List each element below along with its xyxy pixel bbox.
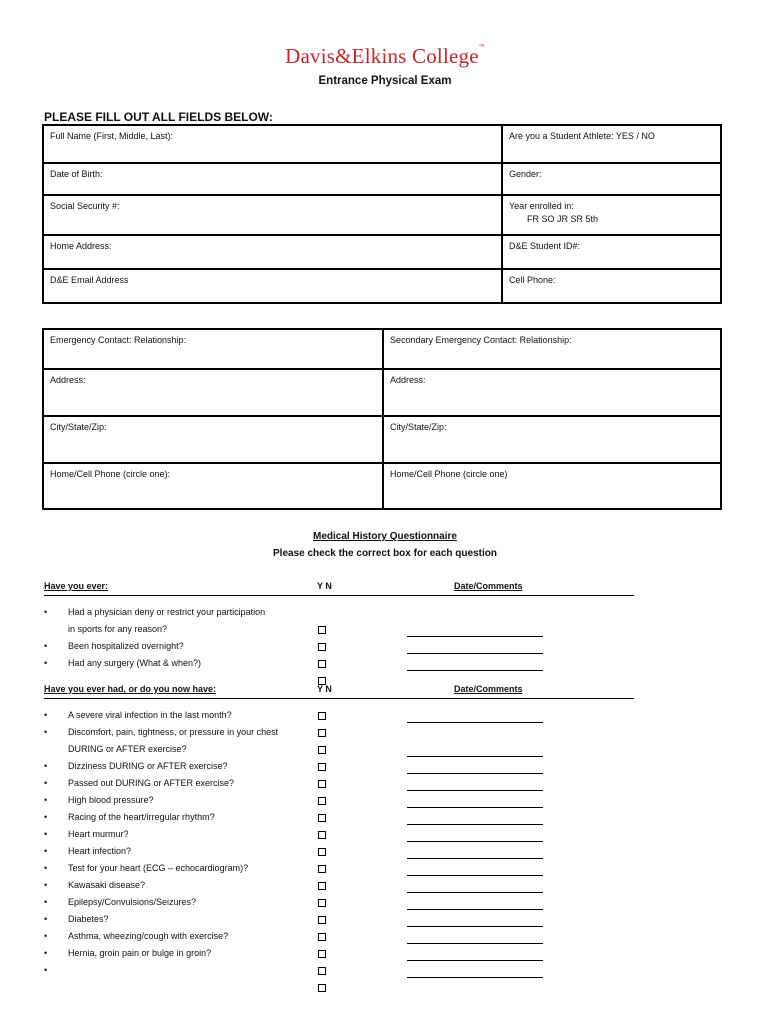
- question-row: [44, 741, 644, 758]
- yn-checkboxes: [318, 933, 337, 941]
- yn-checkboxes: [318, 746, 337, 754]
- no-checkbox[interactable]: [318, 984, 326, 992]
- student-id-field[interactable]: [502, 235, 721, 269]
- date-comments-line[interactable]: [407, 909, 543, 910]
- emergency-address-field[interactable]: [43, 369, 383, 416]
- section-2-yn-header: Y N: [317, 684, 332, 694]
- yn-checkboxes: [318, 831, 337, 839]
- bullet: •: [44, 863, 48, 873]
- bullet: •: [44, 607, 48, 617]
- section-1-list: [44, 604, 644, 672]
- emergency-city-field[interactable]: [43, 416, 383, 463]
- bullet: •: [44, 829, 48, 839]
- home-address-label: Home Address:: [50, 241, 112, 251]
- date-comments-line[interactable]: [407, 960, 543, 961]
- yn-checkboxes: [318, 882, 337, 890]
- emergency-contact-table: [42, 328, 722, 510]
- secondary-city-field[interactable]: [383, 416, 721, 463]
- dob-label: Date of Birth:: [50, 169, 103, 179]
- fill-instruction: PLEASE FILL OUT ALL FIELDS BELOW:: [44, 110, 273, 124]
- bullet: •: [44, 761, 48, 771]
- question-row: [44, 945, 644, 962]
- cell-phone-field[interactable]: [502, 269, 721, 303]
- bullet: •: [44, 846, 48, 856]
- year-enrolled-options[interactable]: FR SO JR SR 5th: [527, 214, 599, 224]
- bullet: •: [44, 914, 48, 924]
- question-row: [44, 877, 644, 894]
- question-text: Racing of the heart/irregular rhythm?: [68, 812, 215, 822]
- section-2-heading: Have you ever had, or do you now have:: [44, 684, 217, 694]
- yn-checkboxes: [318, 712, 337, 720]
- question-text: Kawasaki disease?: [68, 880, 146, 890]
- yes-checkbox[interactable]: [318, 780, 326, 788]
- date-comments-line[interactable]: [407, 977, 543, 978]
- secondary-phone-field[interactable]: [383, 463, 721, 509]
- bullet: •: [44, 948, 48, 958]
- yn-checkboxes: [318, 916, 337, 924]
- question-row: [44, 809, 644, 826]
- question-text-continued: DURING or AFTER exercise?: [68, 744, 187, 754]
- section-2-header: [44, 684, 634, 699]
- question-text: A severe viral infection in the last month?: [68, 710, 232, 720]
- date-comments-line[interactable]: [407, 943, 543, 944]
- emergency-city-label: City/State/Zip:: [50, 422, 107, 432]
- form-title: Entrance Physical Exam: [318, 75, 452, 87]
- secondary-city-label: City/State/Zip:: [390, 422, 447, 432]
- college-logo: [0, 44, 770, 69]
- date-comments-line[interactable]: [407, 773, 543, 774]
- bullet: •: [44, 795, 48, 805]
- yn-checkboxes: [318, 660, 337, 668]
- question-row: [44, 792, 644, 809]
- student-athlete-field[interactable]: [502, 125, 721, 163]
- question-text: Dizziness DURING or AFTER exercise?: [68, 761, 228, 771]
- bullet: •: [44, 727, 48, 737]
- bullet: •: [44, 778, 48, 788]
- question-text: Discomfort, pain, tightness, or pressure in your chest: [68, 727, 279, 737]
- bullet: •: [44, 812, 48, 822]
- question-row: [44, 638, 644, 655]
- secondary-phone-label: Home/Cell Phone (circle one): [390, 469, 508, 479]
- yn-checkboxes: [318, 814, 337, 822]
- yes-checkbox[interactable]: [318, 865, 326, 873]
- question-row: [44, 655, 644, 672]
- question-text: Passed out DURING or AFTER exercise?: [68, 778, 235, 788]
- dob-field[interactable]: [43, 163, 502, 195]
- yes-checkbox[interactable]: [318, 933, 326, 941]
- secondary-address-field[interactable]: [383, 369, 721, 416]
- section-1-yn-header: Y N: [317, 581, 332, 591]
- yes-checkbox[interactable]: [318, 848, 326, 856]
- date-comments-line[interactable]: [407, 670, 543, 671]
- bullet: •: [44, 931, 48, 941]
- yn-checkboxes: [318, 780, 337, 788]
- email-label: D&E Email Address: [50, 275, 129, 285]
- yn-checkboxes: [318, 950, 337, 958]
- yes-checkbox[interactable]: [318, 763, 326, 771]
- yes-checkbox[interactable]: [318, 882, 326, 890]
- secondary-contact-field[interactable]: [383, 329, 721, 369]
- year-enrolled-field[interactable]: [502, 195, 721, 235]
- question-text: Had any surgery (What & when?): [68, 658, 202, 668]
- question-text: Heart infection?: [68, 846, 132, 856]
- question-text: Asthma, wheezing/cough with exercise?: [68, 931, 229, 941]
- questionnaire-instruction: Please check the correct box for each question: [273, 548, 497, 559]
- yes-checkbox[interactable]: [318, 660, 326, 668]
- date-comments-line[interactable]: [407, 841, 543, 842]
- question-text: Had a physician deny or restrict your participation: [68, 607, 266, 617]
- date-comments-line[interactable]: [407, 790, 543, 791]
- home-address-field[interactable]: [43, 235, 502, 269]
- question-text-continued: in sports for any reason?: [68, 624, 168, 634]
- full-name-label: Full Name (First, Middle, Last):: [50, 131, 174, 141]
- emergency-address-label: Address:: [50, 375, 86, 385]
- bullet: •: [44, 880, 48, 890]
- question-text: Heart murmur?: [68, 829, 129, 839]
- date-comments-line[interactable]: [407, 653, 543, 654]
- yes-checkbox[interactable]: [318, 831, 326, 839]
- ssn-field[interactable]: [43, 195, 502, 235]
- question-text: Test for your heart (ECG – echocardiogram)?: [68, 863, 249, 873]
- question-row: [44, 621, 644, 638]
- bullet: •: [44, 965, 48, 975]
- question-row: [44, 962, 644, 979]
- yes-checkbox[interactable]: [318, 916, 326, 924]
- question-row: [44, 843, 644, 860]
- question-row: [44, 928, 644, 945]
- student-info-table: [42, 124, 722, 304]
- year-enrolled-label: Year enrolled in:: [509, 201, 574, 211]
- yes-checkbox[interactable]: [318, 712, 326, 720]
- section-2-list: [44, 707, 644, 979]
- yn-checkboxes: [318, 899, 337, 907]
- yn-checkboxes: [318, 848, 337, 856]
- question-row: [44, 894, 644, 911]
- gender-label: Gender:: [509, 169, 542, 179]
- yn-checkboxes: [318, 865, 337, 873]
- date-comments-line[interactable]: [407, 858, 543, 859]
- yn-checkboxes: [318, 643, 337, 651]
- full-name-field[interactable]: [43, 125, 502, 163]
- gender-field[interactable]: [502, 163, 721, 195]
- emergency-phone-field[interactable]: [43, 463, 383, 509]
- question-text: Been hospitalized overnight?: [68, 641, 184, 651]
- question-row: [44, 911, 644, 928]
- question-text: Epilepsy/Convulsions/Seizures?: [68, 897, 197, 907]
- question-text: Hernia, groin pain or bulge in groin?: [68, 948, 212, 958]
- question-row: [44, 604, 644, 621]
- yes-checkbox[interactable]: [318, 643, 326, 651]
- yes-checkbox[interactable]: [318, 950, 326, 958]
- date-comments-line[interactable]: [407, 892, 543, 893]
- yn-checkboxes: [318, 626, 337, 634]
- email-field[interactable]: [43, 269, 502, 303]
- question-row: [44, 860, 644, 877]
- question-row: [44, 775, 644, 792]
- secondary-contact-label: Secondary Emergency Contact: Relationship:: [390, 335, 572, 345]
- bullet: •: [44, 897, 48, 907]
- yes-checkbox[interactable]: [318, 626, 326, 634]
- cell-phone-label: Cell Phone:: [509, 275, 556, 285]
- yes-checkbox[interactable]: [318, 746, 326, 754]
- emergency-phone-label: Home/Cell Phone (circle one):: [50, 469, 171, 479]
- emergency-contact-field[interactable]: [43, 329, 383, 369]
- logo-trademark: ™: [478, 44, 485, 50]
- question-row: [44, 724, 644, 741]
- questionnaire-title: Medical History Questionnaire: [313, 531, 457, 542]
- date-comments-line[interactable]: [407, 756, 543, 757]
- student-id-label: D&E Student ID#:: [509, 241, 581, 251]
- section-1-heading: Have you ever:: [44, 581, 109, 591]
- bullet: •: [44, 710, 48, 720]
- date-comments-line[interactable]: [407, 824, 543, 825]
- date-comments-line[interactable]: [407, 807, 543, 808]
- question-row: [44, 758, 644, 775]
- question-row: [44, 707, 644, 724]
- ssn-label: Social Security #:: [50, 201, 120, 211]
- student-athlete-label: Are you a Student Athlete: YES / NO: [509, 131, 655, 141]
- yn-checkboxes: [318, 797, 337, 805]
- date-comments-line[interactable]: [407, 875, 543, 876]
- question-row: [44, 826, 644, 843]
- section-1-date-header: Date/Comments: [454, 581, 523, 591]
- bullet: •: [44, 641, 48, 651]
- question-text: High blood pressure?: [68, 795, 154, 805]
- section-2-date-header: Date/Comments: [454, 684, 523, 694]
- yes-checkbox[interactable]: [318, 797, 326, 805]
- bullet: •: [44, 658, 48, 668]
- yes-checkbox[interactable]: [318, 814, 326, 822]
- emergency-contact-label: Emergency Contact: Relationship:: [50, 335, 187, 345]
- secondary-address-label: Address:: [390, 375, 426, 385]
- yes-checkbox[interactable]: [318, 899, 326, 907]
- date-comments-line[interactable]: [407, 636, 543, 637]
- yes-checkbox[interactable]: [318, 967, 326, 975]
- yn-checkboxes: [318, 967, 337, 975]
- date-comments-line[interactable]: [407, 722, 543, 723]
- section-1-header: [44, 581, 634, 596]
- date-comments-line[interactable]: [407, 926, 543, 927]
- yn-checkboxes: [318, 763, 337, 771]
- question-text: Diabetes?: [68, 914, 109, 924]
- logo-text: Davis&Elkins College: [285, 44, 479, 68]
